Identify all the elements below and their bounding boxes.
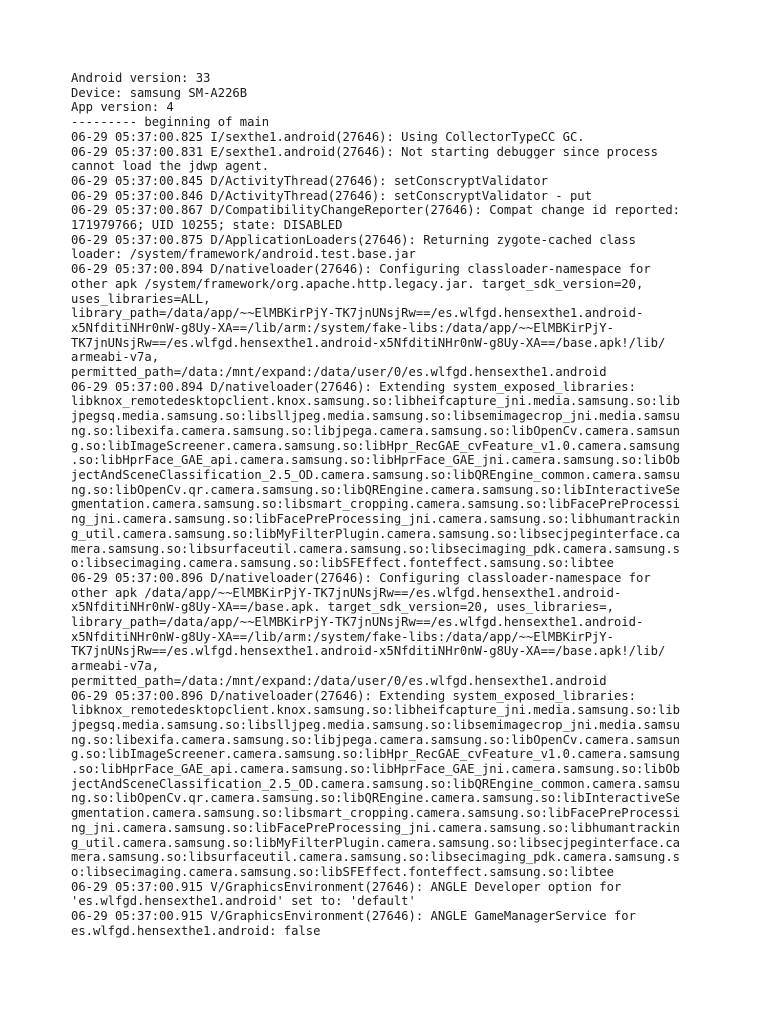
log-line: 171979766; UID 10255; state: DISABLED (71, 218, 343, 233)
log-line: --------- beginning of main (71, 115, 270, 130)
log-line: es.wlfgd.hensexthe1.android: false (71, 923, 321, 938)
log-line: x5NfditiNHr0nW-g8Uy-XA==/lib/arm:/system/fake-libs:/data/app/~~ElMBKirPjY- (71, 629, 614, 644)
log-line: gmentation.camera.samsung.so:libsmart_cropping.camera.samsung.so:libFacePreProcessi (71, 806, 681, 821)
log-line: ng.so:libOpenCv.qr.camera.samsung.so:libQREngine.camera.samsung.so:libInteractiveSe (71, 791, 681, 806)
log-line: mera.samsung.so:libsurfaceutil.camera.samsung.so:libsecimaging_pdk.camera.samsung.s (71, 850, 681, 865)
log-line: 06-29 05:37:00.915 V/GraphicsEnvironment(27646): ANGLE Developer option for (71, 879, 622, 894)
log-line: 06-29 05:37:00.894 D/nativeloader(27646): Configuring classloader-namespace for (71, 262, 651, 277)
log-line: other apk /data/app/~~ElMBKirPjY-TK7jnUNsjRw==/es.wlfgd.hensexthe1.android- (71, 585, 622, 600)
log-line: ng.so:libexifa.camera.samsung.so:libjpega.camera.samsung.so:libOpenCv.camera.samsun (71, 423, 681, 438)
log-line: TK7jnUNsjRw==/es.wlfgd.hensexthe1.android-x5NfditiNHr0nW-g8Uy-XA==/base.apk!/lib/ (71, 644, 666, 659)
log-line: .so:libHprFace_GAE_api.camera.samsung.so:libHprFace_GAE_jni.camera.samsung.so:libOb (71, 453, 681, 468)
log-line: ng.so:libOpenCv.qr.camera.samsung.so:libQREngine.camera.samsung.so:libInteractiveSe (71, 482, 681, 497)
log-line: 06-29 05:37:00.875 D/ApplicationLoaders(27646): Returning zygote-cached class (71, 232, 636, 247)
log-line: .so:libHprFace_GAE_api.camera.samsung.so:libHprFace_GAE_jni.camera.samsung.so:libOb (71, 762, 681, 777)
log-line: 06-29 05:37:00.915 V/GraphicsEnvironment(27646): ANGLE GameManagerService for (71, 909, 636, 924)
log-line: permitted_path=/data:/mnt/expand:/data/user/0/es.wlfgd.hensexthe1.android (71, 673, 607, 688)
log-line: 06-29 05:37:00.825 I/sexthe1.android(27646): Using CollectorTypeCC GC. (71, 129, 585, 144)
log-line: ng_jni.camera.samsung.so:libFacePreProcessing_jni.camera.samsung.so:libhumantrackin (71, 512, 681, 527)
log-line: 'es.wlfgd.hensexthe1.android' set to: 'default' (71, 894, 416, 909)
log-line: g_util.camera.samsung.so:libMyFilterPlugin.camera.samsung.so:libsecjpeginterface.ca (71, 526, 681, 541)
log-line: o:libsecimaging.camera.samsung.so:libSFEffect.fonteffect.samsung.so:libtee (71, 864, 614, 879)
log-line: 06-29 05:37:00.896 D/nativeloader(27646): Extending system_exposed_libraries: (71, 688, 636, 703)
log-line: x5NfditiNHr0nW-g8Uy-XA==/base.apk. target_sdk_version=20, uses_libraries=, (71, 600, 614, 615)
log-line: cannot load the jdwp agent. (71, 159, 270, 174)
log-line: ng_jni.camera.samsung.so:libFacePreProcessing_jni.camera.samsung.so:libhumantrackin (71, 820, 681, 835)
log-line: ng.so:libexifa.camera.samsung.so:libjpega.camera.samsung.so:libOpenCv.camera.samsun (71, 732, 681, 747)
log-line: library_path=/data/app/~~ElMBKirPjY-TK7jnUNsjRw==/es.wlfgd.hensexthe1.android- (71, 615, 644, 630)
log-line: library_path=/data/app/~~ElMBKirPjY-TK7jnUNsjRw==/es.wlfgd.hensexthe1.android- (71, 306, 644, 321)
log-line: libknox_remotedesktopclient.knox.samsung.so:libheifcapture_jni.media.samsung.so:lib (71, 703, 681, 718)
log-line: g_util.camera.samsung.so:libMyFilterPlugin.camera.samsung.so:libsecjpeginterface.ca (71, 835, 681, 850)
log-line: mera.samsung.so:libsurfaceutil.camera.samsung.so:libsecimaging_pdk.camera.samsung.s (71, 541, 681, 556)
log-line: gmentation.camera.samsung.so:libsmart_cropping.camera.samsung.so:libFacePreProcessi (71, 497, 681, 512)
log-line: loader: /system/framework/android.test.base.jar (71, 247, 416, 262)
log-line: x5NfditiNHr0nW-g8Uy-XA==/lib/arm:/system/fake-libs:/data/app/~~ElMBKirPjY- (71, 320, 614, 335)
log-line: 06-29 05:37:00.831 E/sexthe1.android(27646): Not starting debugger since process (71, 144, 658, 159)
log-line: 06-29 05:37:00.846 D/ActivityThread(27646): setConscryptValidator - put (71, 188, 592, 203)
log-line: jectAndSceneClassification_2.5_OD.camera.samsung.so:libQREngine_common.camera.samsu (71, 467, 681, 482)
log-line: 06-29 05:37:00.845 D/ActivityThread(27646): setConscryptValidator (71, 173, 548, 188)
log-line: o:libsecimaging.camera.samsung.so:libSFEffect.fonteffect.samsung.so:libtee (71, 556, 614, 571)
log-line: g.so:libImageScreener.camera.samsung.so:libHpr_RecGAE_cvFeature_v1.0.camera.samsung (71, 438, 681, 453)
log-line: armeabi-v7a, (71, 659, 160, 674)
log-line: jectAndSceneClassification_2.5_OD.camera.samsung.so:libQREngine_common.camera.samsu (71, 776, 681, 791)
log-line: Device: samsung SM-A226B (71, 85, 248, 100)
log-line: libknox_remotedesktopclient.knox.samsung.so:libheifcapture_jni.media.samsung.so:lib (71, 394, 681, 409)
log-line: jpegsq.media.samsung.so:libslljpeg.media.samsung.so:libsemimagecrop_jni.media.samsu (71, 409, 681, 424)
log-line: permitted_path=/data:/mnt/expand:/data/user/0/es.wlfgd.hensexthe1.android (71, 365, 607, 380)
log-line: App version: 4 (71, 100, 174, 115)
log-line: uses_libraries=ALL, (71, 291, 211, 306)
log-document (71, 71, 705, 938)
log-line: g.so:libImageScreener.camera.samsung.so:libHpr_RecGAE_cvFeature_v1.0.camera.samsung (71, 747, 681, 762)
log-line: armeabi-v7a, (71, 350, 160, 365)
log-line: 06-29 05:37:00.867 D/CompatibilityChangeReporter(27646): Compat change id reported: (71, 203, 681, 218)
log-line: TK7jnUNsjRw==/es.wlfgd.hensexthe1.android-x5NfditiNHr0nW-g8Uy-XA==/base.apk!/lib/ (71, 335, 666, 350)
log-line: jpegsq.media.samsung.so:libslljpeg.media.samsung.so:libsemimagecrop_jni.media.samsu (71, 717, 681, 732)
log-line: 06-29 05:37:00.894 D/nativeloader(27646): Extending system_exposed_libraries: (71, 379, 636, 394)
log-line: 06-29 05:37:00.896 D/nativeloader(27646): Configuring classloader-namespace for (71, 570, 651, 585)
log-line: Android version: 33 (71, 71, 211, 85)
log-line: other apk /system/framework/org.apache.http.legacy.jar. target_sdk_version=20, (71, 276, 644, 291)
